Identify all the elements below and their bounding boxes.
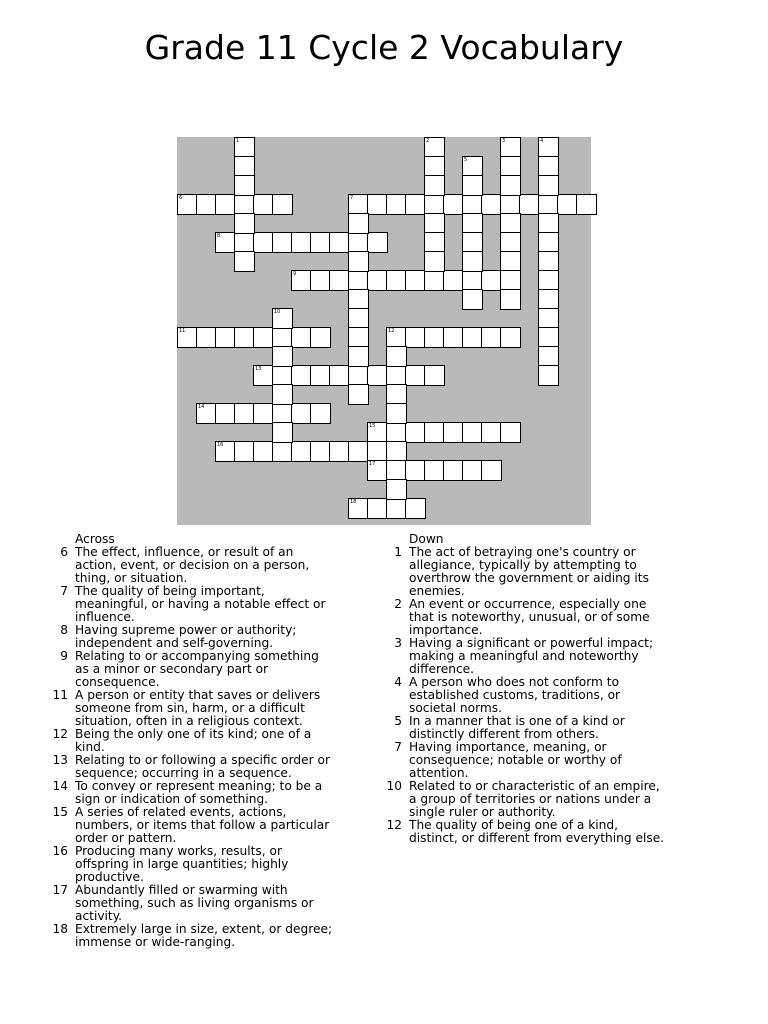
crossword-cell[interactable] [234, 213, 255, 234]
clue-number: 6 [60, 545, 68, 559]
crossword-cell[interactable] [481, 460, 502, 481]
crossword-cell[interactable] [272, 194, 293, 215]
clue-text: The quality of being important, meaningful, or having a notable effect or influence. [75, 584, 326, 624]
crossword-cell[interactable] [215, 194, 236, 215]
crossword-cell[interactable] [367, 460, 388, 481]
crossword-cell[interactable] [481, 327, 502, 348]
clue-number: 10 [274, 309, 281, 315]
across-heading: Across [75, 532, 115, 546]
crossword-cell[interactable] [234, 403, 255, 424]
crossword-cell[interactable] [424, 327, 445, 348]
crossword-cell[interactable] [424, 251, 445, 272]
crossword-cell[interactable] [234, 194, 255, 215]
crossword-cell[interactable] [424, 137, 445, 158]
crossword-cell[interactable] [291, 365, 312, 386]
crossword-cell[interactable] [348, 346, 369, 367]
crossword-cell[interactable] [386, 346, 407, 367]
clue-number: 12 [52, 727, 68, 741]
clue-number: 4 [394, 675, 402, 689]
clue-number: 4 [540, 138, 544, 144]
crossword-cell[interactable] [538, 270, 559, 291]
crossword-cell[interactable] [424, 194, 445, 215]
crossword-cell[interactable] [462, 213, 483, 234]
crossword-cell[interactable] [538, 175, 559, 196]
crossword-cell[interactable] [291, 327, 312, 348]
clue-text: Relating to or accompanying something as a minor or secondary part or consequence. [75, 649, 319, 689]
clue-number: 9 [293, 271, 297, 277]
clue-number: 3 [394, 636, 402, 650]
clue-number: 1 [236, 138, 240, 144]
clue-text: The effect, influence, or result of an action, event, or decision on a person, thing, or situation. [75, 545, 310, 585]
crossword-cell[interactable] [538, 156, 559, 177]
crossword-cell[interactable] [291, 270, 312, 291]
crossword-cell[interactable] [367, 194, 388, 215]
crossword-cell[interactable] [405, 270, 426, 291]
crossword-cell[interactable] [348, 384, 369, 405]
clue-number: 13 [52, 753, 68, 767]
crossword-cell[interactable] [386, 270, 407, 291]
crossword-cell[interactable] [367, 441, 388, 462]
crossword-cell[interactable] [443, 460, 464, 481]
crossword-cell[interactable] [272, 327, 293, 348]
crossword-cell[interactable] [386, 498, 407, 519]
crossword-cell[interactable] [348, 194, 369, 215]
crossword-cell[interactable] [538, 327, 559, 348]
crossword-cell[interactable] [253, 441, 274, 462]
crossword-cell[interactable] [500, 232, 521, 253]
down-clues [382, 533, 682, 863]
clue-number: 16 [217, 442, 224, 448]
clue-text: Related to or characteristic of an empire, a group of territories or nations under a single ruler or authority. [409, 779, 660, 819]
crossword-cell[interactable] [367, 270, 388, 291]
clue-text: A series of related events, actions, numbers, or items that follow a particular order or pattern. [75, 805, 330, 845]
crossword-cell[interactable] [272, 365, 293, 386]
crossword-cell[interactable] [348, 270, 369, 291]
crossword-cell[interactable] [500, 289, 521, 310]
crossword-cell[interactable] [538, 213, 559, 234]
clue-text: An event or occurrence, especially one that is noteworthy, unusual, or of some importance. [409, 597, 650, 637]
crossword-cell[interactable] [538, 365, 559, 386]
clue-number: 15 [52, 805, 68, 819]
crossword-cell[interactable] [557, 194, 578, 215]
crossword-cell[interactable] [500, 194, 521, 215]
crossword-cell[interactable] [196, 194, 217, 215]
crossword-cell[interactable] [424, 213, 445, 234]
crossword-cell[interactable] [405, 460, 426, 481]
crossword-cell[interactable] [462, 422, 483, 443]
crossword-cell[interactable] [253, 194, 274, 215]
crossword-cell[interactable] [234, 251, 255, 272]
crossword-cell[interactable] [443, 194, 464, 215]
crossword-cell[interactable] [386, 384, 407, 405]
crossword-cell[interactable] [462, 194, 483, 215]
clue-text: To convey or represent meaning; to be a sign or indication of something. [75, 779, 323, 806]
crossword-cell[interactable] [538, 232, 559, 253]
crossword-cell[interactable] [234, 441, 255, 462]
crossword-cell[interactable] [481, 194, 502, 215]
crossword-cell[interactable] [272, 346, 293, 367]
crossword-cell[interactable] [538, 137, 559, 158]
clue-text: Producing many works, results, or offspring in large quantities; highly productive. [75, 844, 289, 884]
clue-text: Abundantly filled or swarming with something, such as living organisms or activity. [75, 883, 314, 923]
clue-number: 17 [52, 883, 68, 897]
crossword-cell[interactable] [329, 441, 350, 462]
clue-text: The act of betraying one's country or allegiance, typically by attempting to overthrow the government or aiding its enemies. [409, 545, 649, 598]
crossword-cell[interactable] [538, 251, 559, 272]
crossword-cell[interactable] [348, 308, 369, 329]
crossword-cell[interactable] [519, 194, 540, 215]
clue-text: Relating to or following a specific order or sequence; occurring in a sequence. [75, 753, 330, 780]
clue-number: 12 [386, 818, 402, 832]
clue-number: 6 [179, 195, 183, 201]
crossword-cell[interactable] [272, 403, 293, 424]
crossword-cell[interactable] [348, 289, 369, 310]
crossword-cell[interactable] [405, 327, 426, 348]
crossword-grid [177, 137, 591, 525]
clue-number: 18 [350, 499, 357, 505]
crossword-cell[interactable] [310, 403, 331, 424]
crossword-cell[interactable] [348, 232, 369, 253]
crossword-cell[interactable] [443, 422, 464, 443]
clue-number: 5 [394, 714, 402, 728]
crossword-cell[interactable] [500, 156, 521, 177]
crossword-cell[interactable] [538, 308, 559, 329]
crossword-cell[interactable] [348, 213, 369, 234]
clue-number: 12 [388, 328, 395, 334]
clue-number: 11 [52, 688, 68, 702]
crossword-cell[interactable] [424, 270, 445, 291]
crossword-cell[interactable] [500, 175, 521, 196]
crossword-cell[interactable] [310, 270, 331, 291]
crossword-cell[interactable] [462, 460, 483, 481]
crossword-cell[interactable] [500, 137, 521, 158]
crossword-cell[interactable] [424, 422, 445, 443]
crossword-cell[interactable] [386, 460, 407, 481]
clue-text: Extremely large in size, extent, or degree; immense or wide-ranging. [75, 922, 333, 949]
crossword-cell[interactable] [367, 422, 388, 443]
crossword-cell[interactable] [481, 422, 502, 443]
crossword-cell[interactable] [386, 422, 407, 443]
crossword-cell[interactable] [253, 403, 274, 424]
page-title: Grade 11 Cycle 2 Vocabulary [144, 28, 624, 67]
clue-text: Having importance, meaning, or consequence; notable or worthy of attention. [409, 740, 622, 780]
clue-text: Having a significant or powerful impact; making a meaningful and noteworthy difference. [409, 636, 654, 676]
crossword-cell[interactable] [386, 479, 407, 500]
crossword-cell[interactable] [272, 308, 293, 329]
clue-number: 10 [386, 779, 402, 793]
crossword-cell[interactable] [462, 232, 483, 253]
crossword-cell[interactable] [424, 156, 445, 177]
crossword-cell[interactable] [291, 441, 312, 462]
crossword-cell[interactable] [386, 403, 407, 424]
crossword-cell[interactable] [348, 327, 369, 348]
down-heading: Down [409, 532, 444, 546]
crossword-cell[interactable] [443, 270, 464, 291]
crossword-cell[interactable] [500, 422, 521, 443]
crossword-cell[interactable] [386, 327, 407, 348]
crossword-cell[interactable] [234, 327, 255, 348]
crossword-cell[interactable] [500, 270, 521, 291]
crossword-cell[interactable] [291, 403, 312, 424]
crossword-cell[interactable] [386, 441, 407, 462]
crossword-cell[interactable] [538, 194, 559, 215]
clue-number: 9 [60, 649, 68, 663]
crossword-cell[interactable] [367, 498, 388, 519]
crossword-cell[interactable] [215, 232, 236, 253]
crossword-cell[interactable] [462, 327, 483, 348]
crossword-cell[interactable] [253, 232, 274, 253]
crossword-cell[interactable] [234, 175, 255, 196]
crossword-cell[interactable] [310, 365, 331, 386]
crossword-cell[interactable] [272, 384, 293, 405]
clue-number: 14 [198, 404, 205, 410]
clue-number: 17 [369, 461, 376, 467]
crossword-cell[interactable] [386, 194, 407, 215]
crossword-cell[interactable] [310, 441, 331, 462]
crossword-cell[interactable] [177, 327, 198, 348]
crossword-cell[interactable] [386, 365, 407, 386]
crossword-cell[interactable] [367, 365, 388, 386]
crossword-cell[interactable] [215, 327, 236, 348]
crossword-cell[interactable] [272, 422, 293, 443]
crossword-cell[interactable] [329, 365, 350, 386]
crossword-cell[interactable] [348, 498, 369, 519]
clue-number: 15 [369, 423, 376, 429]
clue-number: 8 [217, 233, 221, 239]
crossword-cell[interactable] [177, 194, 198, 215]
clue-number: 8 [60, 623, 68, 637]
clue-number: 14 [52, 779, 68, 793]
crossword-cell[interactable] [329, 270, 350, 291]
crossword-cell[interactable] [367, 232, 388, 253]
crossword-cell[interactable] [272, 232, 293, 253]
crossword-cell[interactable] [215, 403, 236, 424]
crossword-cell[interactable] [310, 327, 331, 348]
clue-number: 2 [426, 138, 430, 144]
crossword-cell[interactable] [500, 251, 521, 272]
across-clues [48, 533, 348, 983]
clue-number: 7 [60, 584, 68, 598]
crossword-cell[interactable] [462, 289, 483, 310]
clue-number: 7 [350, 195, 354, 201]
crossword-cell[interactable] [272, 441, 293, 462]
clue-text: A person who does not conform to established customs, traditions, or societal norms. [409, 675, 621, 715]
crossword-cell[interactable] [405, 422, 426, 443]
crossword-cell[interactable] [215, 441, 236, 462]
clue-number: 18 [52, 922, 68, 936]
clue-number: 13 [255, 366, 262, 372]
clue-number: 5 [464, 157, 468, 163]
clue-text: Having supreme power or authority; independent and self-governing. [75, 623, 297, 650]
crossword-cell[interactable] [424, 365, 445, 386]
crossword-cell[interactable] [234, 232, 255, 253]
crossword-cell[interactable] [481, 270, 502, 291]
crossword-cell[interactable] [329, 232, 350, 253]
crossword-cell[interactable] [462, 156, 483, 177]
crossword-cell[interactable] [424, 175, 445, 196]
crossword-cell[interactable] [348, 365, 369, 386]
clue-text: Being the only one of its kind; one of a kind. [75, 727, 312, 754]
clue-text: In a manner that is one of a kind or distinctly different from others. [409, 714, 625, 741]
crossword-cell[interactable] [576, 194, 597, 215]
crossword-cell[interactable] [234, 137, 255, 158]
clue-text: The quality of being one of a kind, distinct, or different from everything else. [409, 818, 665, 845]
clue-number: 3 [502, 138, 506, 144]
crossword-cell[interactable] [538, 346, 559, 367]
crossword-cell[interactable] [538, 289, 559, 310]
crossword-cell[interactable] [405, 498, 426, 519]
crossword-cell[interactable] [253, 327, 274, 348]
crossword-cell[interactable] [500, 213, 521, 234]
crossword-cell[interactable] [443, 327, 464, 348]
crossword-cell[interactable] [462, 175, 483, 196]
crossword-cell[interactable] [500, 327, 521, 348]
clue-number: 11 [179, 328, 186, 334]
crossword-cell[interactable] [348, 441, 369, 462]
clue-number: 1 [394, 545, 402, 559]
crossword-cell[interactable] [196, 403, 217, 424]
crossword-cell[interactable] [405, 194, 426, 215]
crossword-cell[interactable] [424, 232, 445, 253]
crossword-cell[interactable] [196, 327, 217, 348]
crossword-cell[interactable] [462, 270, 483, 291]
crossword-cell[interactable] [348, 251, 369, 272]
crossword-cell[interactable] [291, 232, 312, 253]
crossword-cell[interactable] [424, 460, 445, 481]
clue-number: 7 [394, 740, 402, 754]
crossword-cell[interactable] [310, 232, 331, 253]
crossword-cell[interactable] [462, 251, 483, 272]
crossword-cell[interactable] [405, 365, 426, 386]
clue-number: 16 [52, 844, 68, 858]
clue-number: 2 [394, 597, 402, 611]
crossword-cell[interactable] [253, 365, 274, 386]
crossword-cell[interactable] [234, 156, 255, 177]
clue-text: A person or entity that saves or delivers someone from sin, harm, or a difficult situation, often in a religious context. [75, 688, 321, 728]
